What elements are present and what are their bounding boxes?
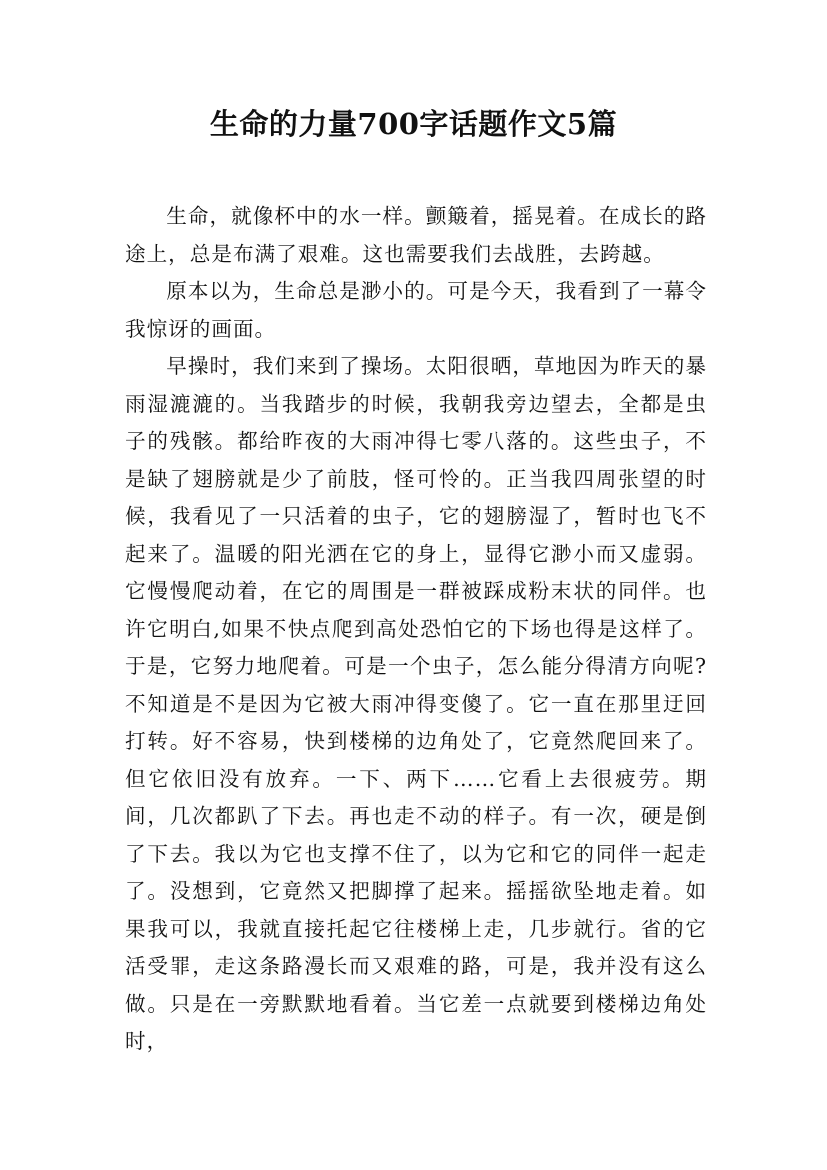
- document-title: 生命的力量700字话题作文5篇: [209, 107, 618, 141]
- paragraph-1: 生命，就像杯中的水一样。颤簸着，摇晃着。在成长的路途上，总是布满了艰难。这也需要我们去战胜，去跨越。: [125, 204, 707, 266]
- paragraph-3: 早操时，我们来到了操场。太阳很晒，草地因为昨天的暴雨湿漉漉的。当我踏步的时候，我朝我旁边望去，全都是虫子的残骸。都给昨夜的大雨冲得七零八落的。这些虫子，不是缺了翅膀就是少了前肢，怪可怜的。正当我四周张望的时候，我看见了一只活着的虫子，它的翅膀湿了，暂时也飞不起来了。温暖的阳光洒在它的身上，显得它渺小而又虚弱。它慢慢爬动着，在它的周围是一群被踩成粉末状的同伴。也许它明白,如果不快点爬到高处恐怕它的下场也得是这样了。于是，它努力地爬着。可是一个虫子，怎么能分得清方向呢?不知道是不是因为它被大雨冲得变傻了。它一直在那里迂回打转。好不容易，快到楼梯的边角处了，它竟然爬回来了。但它依旧没有放弃。一下、两下……它看上去很疲劳。期间，几次都趴了下去。再也走不动的样子。有一次，硬是倒了下去。我以为它也支撑不住了，以为它和它的同伴一起走了。没想到，它竟然又把脚撑了起来。摇摇欲坠地走着。如果我可以，我就直接托起它往楼梯上走，几步就行。省的它活受罪，走这条路漫长而又艰难的路，可是，我并没有这么做。只是在一旁默默地看着。当它差一点就要到楼梯边角处时，: [125, 354, 707, 1053]
- document-body: [125, 198, 707, 1061]
- paragraph-2: 原本以为，生命总是渺小的。可是今天，我看到了一幕令我惊讶的画面。: [125, 279, 707, 341]
